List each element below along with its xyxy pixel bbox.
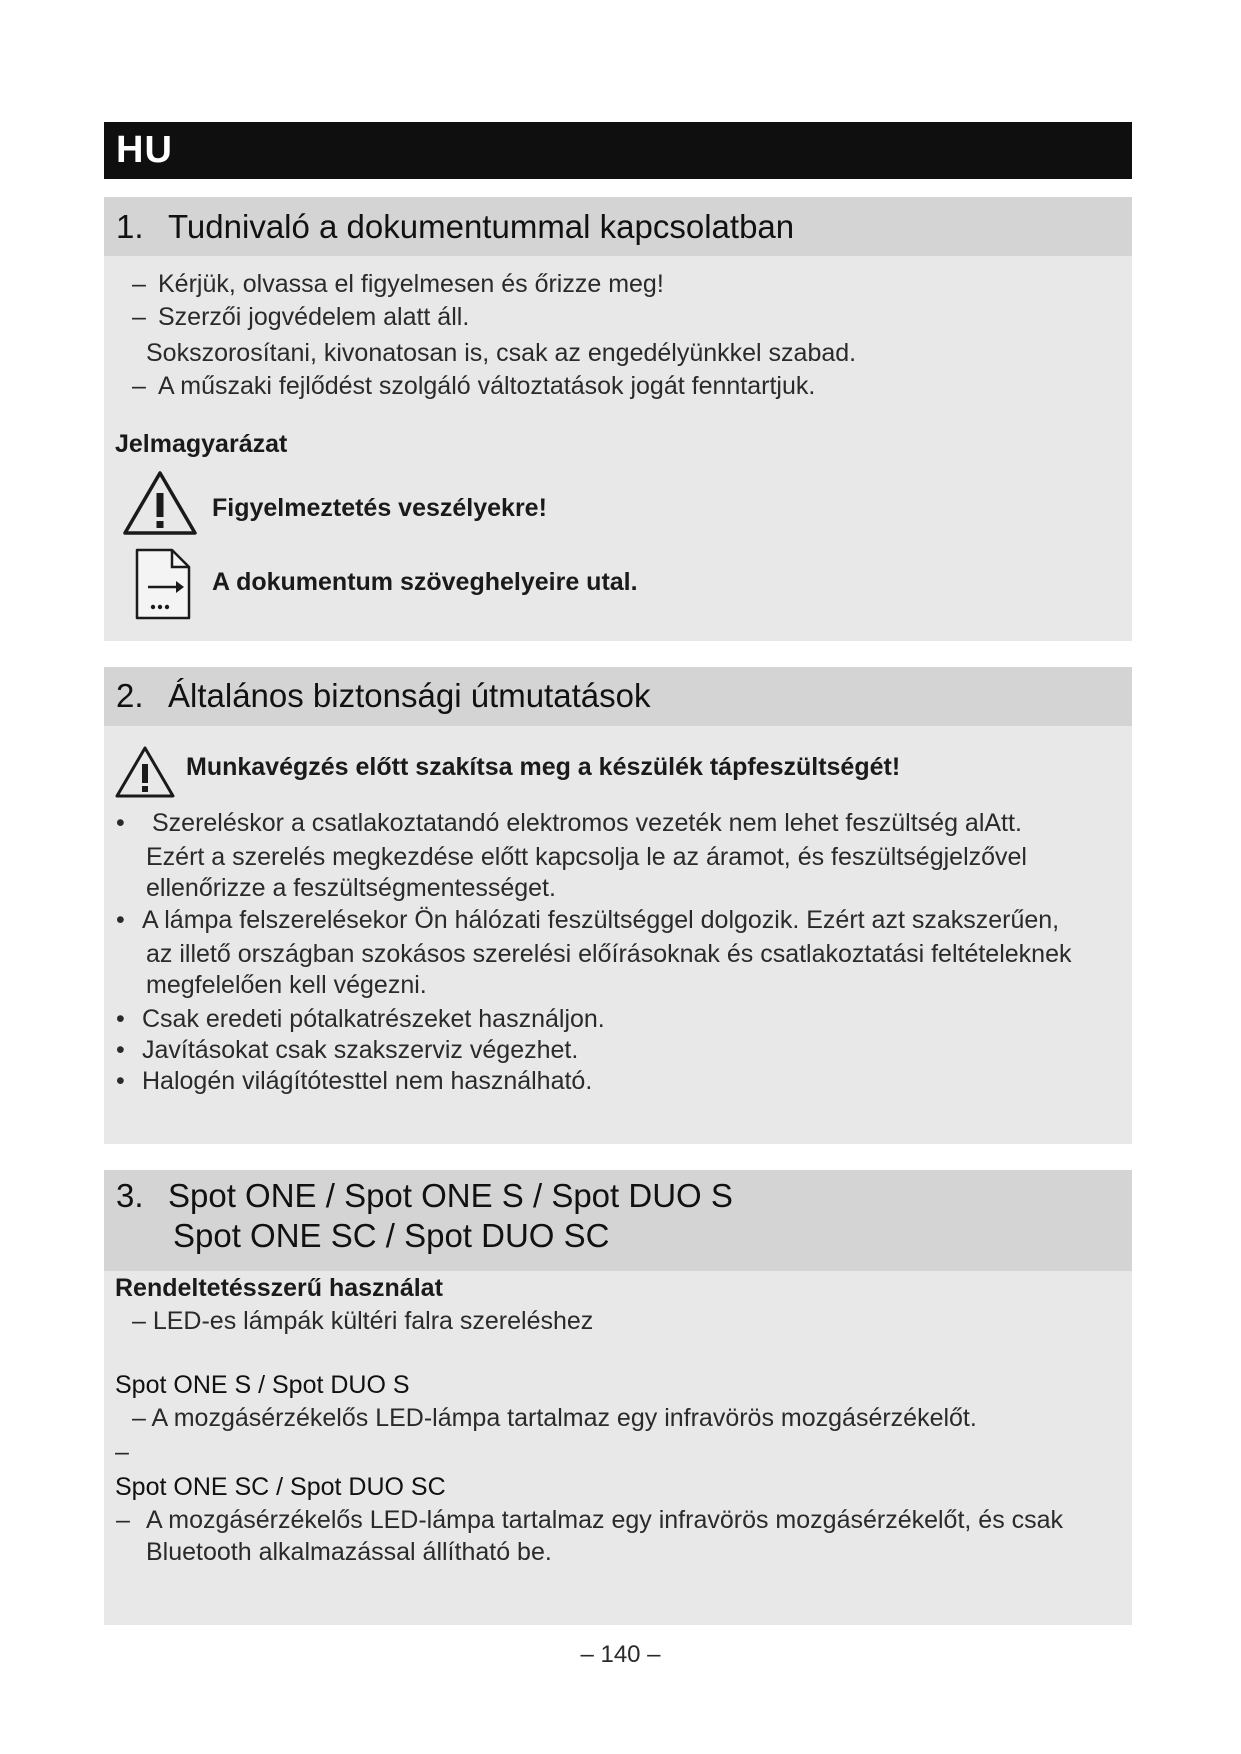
- section-3-title-line-2: Spot ONE SC / Spot DUO SC: [173, 1217, 610, 1254]
- s2-bullet-1-cont: Ezért a szerelés megkezdése előtt kapcsolja le az áramot, és feszültségjelzővel: [146, 843, 1027, 871]
- section-3-title-line-1: Spot ONE / Spot ONE S / Spot DUO S: [168, 1177, 733, 1214]
- section-1: [104, 197, 1132, 641]
- section-2-number: 2.: [116, 677, 144, 714]
- s1-line-2: – Szerzői jogvédelem alatt áll.: [132, 303, 470, 331]
- section-1-header: [104, 197, 1132, 256]
- section-3-header: [104, 1170, 1132, 1271]
- document-reference-icon: [134, 547, 192, 621]
- s1-line-1: – Kérjük, olvassa el figyelmesen és őrizze meg!: [132, 270, 664, 298]
- section-2-header: [104, 667, 1132, 726]
- s2-bullet-4: • Javításokat csak szakszerviz végezhet.: [116, 1036, 579, 1064]
- s2-bullet-2: • A lámpa felszerelésekor Ön hálózati feszültséggel dolgozik. Ezért azt szakszerűen,: [116, 906, 1060, 934]
- sub2-title: Spot ONE S / Spot DUO S: [115, 1371, 410, 1399]
- section-2-title: Általános biztonsági útmutatások: [168, 677, 651, 714]
- legend-title: Jelmagyarázat: [115, 430, 288, 458]
- language-bar: [104, 122, 1132, 179]
- sub3-line-1: – A mozgásérzékelős LED-lámpa tartalmaz egy infravörös mozgásérzékelőt, és csak: [116, 1506, 1064, 1534]
- language-tag: HU: [116, 129, 173, 171]
- s1-line-4: – A műszaki fejlődést szolgáló változtatások jogát fenntartjuk.: [132, 372, 816, 400]
- s1-line-3: Sokszorosítani, kivonatosan is, csak az engedélyünkkel szabad.: [146, 339, 857, 367]
- page-number: – 140 –: [580, 1641, 661, 1668]
- power-warning-text: Munkavégzés előtt szakítsa meg a készülék tápfeszültségét!: [186, 753, 901, 781]
- sub1-title: Rendeltetésszerű használat: [115, 1274, 443, 1302]
- s2-bullet-3: • Csak eredeti pótalkatrészeket használjon.: [116, 1005, 605, 1033]
- section-1-title: Tudnivaló a dokumentummal kapcsolatban: [168, 208, 795, 245]
- sub3-title: Spot ONE SC / Spot DUO SC: [115, 1473, 446, 1501]
- sub3-line-2: Bluetooth alkalmazással állítható be.: [146, 1538, 552, 1566]
- s2-bullet-2-cont: megfelelően kell végezni.: [146, 971, 427, 999]
- stray-dash: –: [115, 1438, 129, 1466]
- section-1-number: 1.: [116, 208, 144, 245]
- sub2-text: – A mozgásérzékelős LED-lámpa tartalmaz egy infravörös mozgásérzékelőt.: [132, 1404, 977, 1432]
- sub1-text: – LED-es lámpák kültéri falra szereléshez: [132, 1307, 594, 1335]
- legend-reference-text: A dokumentum szöveghelyeire utal.: [212, 568, 638, 596]
- legend-warning-text: Figyelmeztetés veszélyekre!: [212, 494, 547, 522]
- section-3-number: 3.: [116, 1177, 144, 1214]
- section-2: [104, 667, 1132, 1144]
- s2-bullet-5: • Halogén világítótesttel nem használható.: [116, 1067, 593, 1095]
- warning-triangle-icon: [114, 745, 176, 799]
- s2-bullet-2-cont: az illető országban szokásos szerelési előírásoknak és csatlakoztatási feltételeknek: [146, 940, 1072, 968]
- s2-bullet-1: • Szereléskor a csatlakoztatandó elektromos vezeték nem lehet feszültség alAtt.: [116, 809, 1022, 837]
- section-3: [104, 1170, 1132, 1625]
- s2-bullet-1-cont: ellenőrizze a feszültségmentességet.: [146, 874, 556, 902]
- warning-triangle-icon: [122, 469, 198, 537]
